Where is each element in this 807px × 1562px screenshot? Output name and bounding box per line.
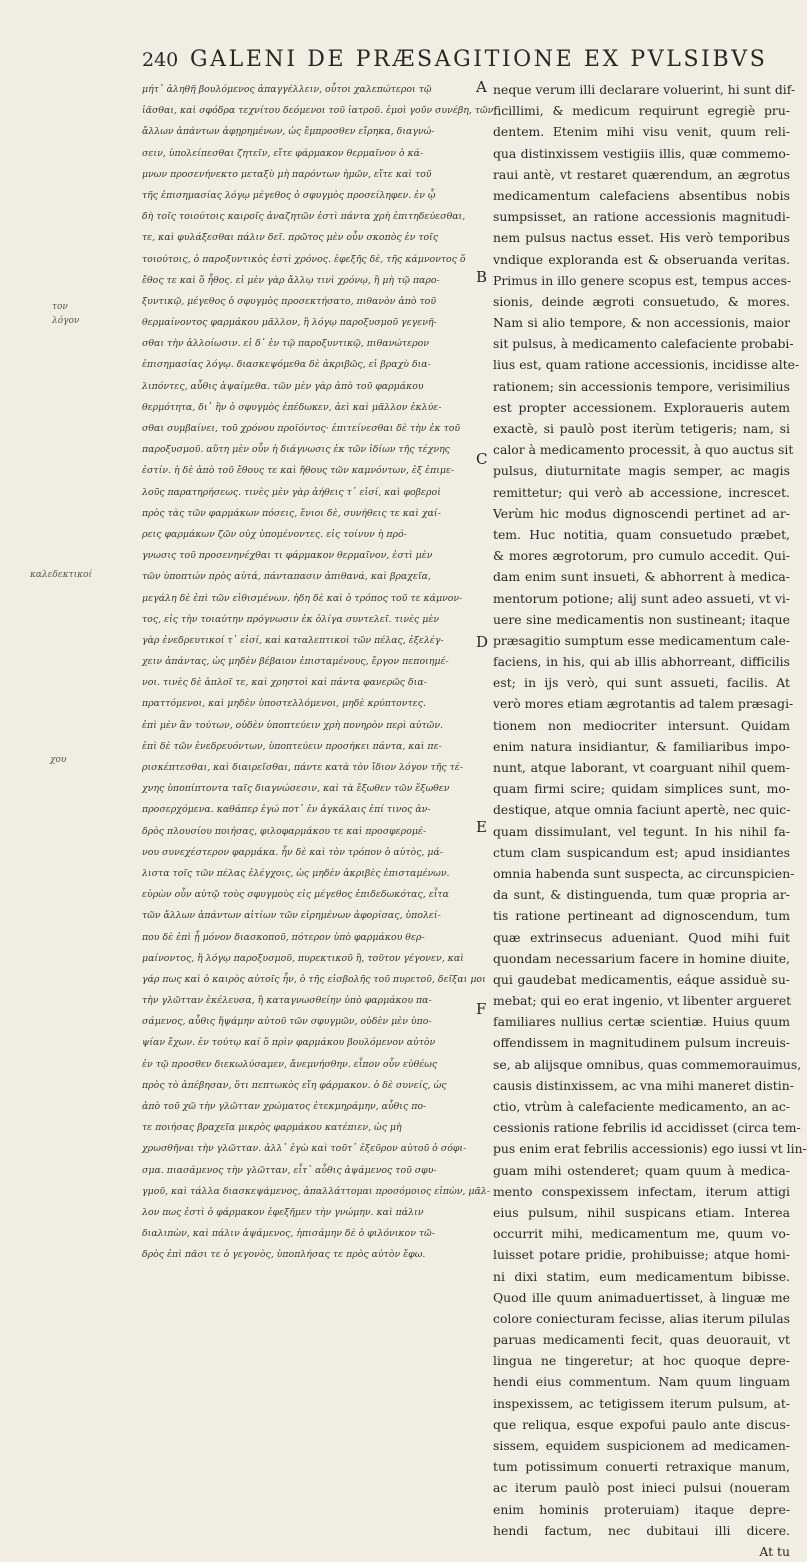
greek-text-line: μεγάλη δὲ ἐπὶ τῶν εἰθισμένων. ἠδη δὲ καὶ ὁ τρόπος τοῦ τε κάμνον- [142,592,463,604]
latin-text-line: ac iterum paulò post inieci pulsui (noueram [493,1480,790,1496]
section-marker-e: E [476,818,487,836]
latin-text-line: est propter accessionem. Exploraueris autem [493,399,790,415]
greek-text-line: νου συνεχέστερον φαρμάκα. ἦν δὲ καὶ τὸν τρόπον ὁ αὐτὸς, μά- [142,846,443,858]
latin-text-line: Nam si alio tempore, & non accessionis, maior [493,315,790,331]
greek-text-column [142,79,494,1261]
latin-text-line: tum potissimum conuerti retraxique manum, [493,1459,790,1475]
latin-text-line: præsagitio sumptum esse medicamentum cale- [493,632,790,648]
section-marker-f: F [476,1000,487,1018]
greek-text-line: ἐπισημασίας λόγῳ. διασκεψόμεθα δὲ ἀκριβῶς, εἰ βραχὺ δια- [142,359,431,371]
latin-text-line: familiares nullius certæ scientiæ. Huius quum [493,1014,790,1030]
latin-text-line: rationem; sin accessionis tempore, verisimilius [493,378,790,394]
latin-text-line: verò mores etiam ægrotantis ad talem præsagi- [493,696,794,712]
latin-text-line: destique, atque omnia faciunt apertè, nec quic- [493,802,791,818]
greek-text-line: ἐπὶ δὲ τῶν ἐνεδρευόντων, ὑποπτεύειν προσήκει πάντα, καὶ πε- [142,740,442,752]
greek-text-line: πρὸς τὰς τῶν φαρμάκων πόσεις, ἔνιοι δὲ, συνήθεις τε καὶ χαί- [142,507,441,519]
latin-text-line: quam firmi scire; quidam simplices sunt, mo- [493,781,790,797]
latin-text-line: inspexissem, ac tetigissem iterum pulsum, at- [493,1395,790,1411]
latin-text-line: pulsus, diuturnitate magis semper, ac magis [493,463,790,479]
latin-text-line: paruas medicamenti fecit, quas deuorauit, vt [493,1332,790,1348]
latin-text-line: guam mihi ostenderet; quam quum à medica- [493,1162,790,1178]
latin-text-line: dentem. Etenim mihi visu venit, quum reli- [493,124,790,140]
latin-text-line: sumpsisset, an ratione accessionis magnitudi- [493,209,790,225]
latin-text-line: quam dissimulant, vel tegunt. In his nihil fa- [493,823,790,839]
greek-text-line: γμοῦ, καὶ τάλλα διασκεψάμενος, ἀπαλλάττομαι προσόμοιος εἰπὼν, μᾶλ- [142,1185,490,1197]
latin-text-line: tem. Huc notitia, quam consuetudo præbet, [493,526,790,542]
latin-text-line: Primus in illo genere scopus est, tempus acces- [493,272,792,288]
latin-text-line: remittetur; qui verò ab accessione, increscet. [493,484,790,500]
latin-text-line: est; in ijs verò, qui sunt assueti, facilis. At [493,675,790,691]
greek-text-line: ἄλλων ἁπάντων ἀφῃρημένων, ὡς ἔμπροσθεν εἴρηκα, διαγνώ- [142,126,435,138]
greek-text-line: δρὸς πλουσίου ποιήσας, φιλοφαρμάκου τε καὶ προσφερομέ- [142,825,427,837]
latin-text-line: Quod ille quum animaduertisset, à linguæ me [493,1289,790,1305]
greek-text-line: δρὸς ἐπὶ πᾶσι τε ὁ γεγονὸς, ὑποπλήσας τε πρὸς αὐτὸν ἔφω. [142,1249,426,1261]
latin-text-line: tionem non mediocriter intersunt. Quidam [493,717,790,733]
latin-text-line: qui gaudebat medicamentis, eáque assiduè su- [493,971,790,987]
page-header [142,47,782,75]
page-number: 240 [142,49,179,71]
latin-text-line: mentorum potione; alij sunt adeo assueti, vt vi- [493,590,790,606]
greek-text-line: τος, εἰς τὴν τοιαύτην πρόγνωσιν ἐκ ὀλίγα συντελεῖ. τινὲς μὲν [142,613,440,625]
greek-text-line: χνης ὑποπίπτοντα ταῖς διαγνώσεσιν, καὶ τὰ ἔξωθεν τῶν ἔξωθεν [142,783,450,795]
latin-text-line: qua distinxissem vestigiis illis, quæ commemo- [493,145,790,161]
margin-note-2: καλεδεκτικοί [30,570,93,580]
latin-text-line: quæ extrinsecus adueniant. Quod mihi fuit [493,929,790,945]
latin-text-line: offendissem in magnitudinem pulsum increuis- [493,1035,790,1051]
greek-text-line: νοι. τινὲς δὲ ἁπλοῖ τε, καὶ χρηστοὶ καὶ πάντα φανερῶς δια- [142,677,427,689]
greek-text-line: λιπόντες, αὖθις ἁψαίμεθα. τῶν μὲν γὰρ ἀπὸ τοῦ φαρμάκου [142,380,424,392]
greek-text-line: πραττόμενοι, καὶ μηδὲν ὑποστελλόμενοι, μηδὲ κρύπτοντες. [142,698,426,710]
greek-text-line: σμα. πιασάμενος τὴν γλῶτταν, εἶτ᾽ αὖθις ἁψάμενος τοῦ σφυ- [142,1164,437,1176]
latin-text-line: sissem, equidem suspicionem ad medicamen- [493,1438,790,1453]
greek-text-line: διαλιπὼν, καὶ πάλιν ἁψάμενος, ἠπισάμην δὲ ὁ φιλόνικον τῶ- [142,1228,435,1240]
latin-text-line: sit pulsus, à medicamento calefaciente probabi- [493,336,794,352]
latin-text-line: dam enim sunt insueti, & abhorrent à medica- [493,569,790,585]
greek-text-line: σειν, ὑπολείπεσθαι ζητεῖν, εἴτε φάρμακον θερμαῖνον ὁ κά- [142,147,424,159]
greek-text-line: σθαι τὴν ἀλλοίωσιν. εἰ δ᾽ ἐν τῷ παροξυντικῷ, πιθανώτερον [142,338,429,350]
greek-text-line: θερμότητα, δι᾽ ἣν ὁ σφυγμὸς ἐπέδωκεν, ἀεὶ καὶ μᾶλλον ἐκλύε- [142,401,442,413]
latin-text-line: Verùm hic modus dignoscendi pertinet ad ar- [493,505,790,521]
greek-text-line: ἐστίν. ἡ δὲ ἀπὸ τοῦ ἔθους τε καὶ ἤθους τῶν καμνόντων, ἐξ ἐπιμε- [142,465,455,477]
greek-text-line: ρεις φαρμάκων ζῶν οὐχ ὑπομένοντες. εἰς τοίνυν ἡ πρό- [142,528,407,540]
section-marker-c: C [476,450,488,468]
greek-text-line: θερμαίνοντος φαρμάκου μᾶλλον, ἢ λόγῳ παροξυσμοῦ γεγενῆ- [142,317,437,329]
latin-text-line: hendi eius commentum. Nam quum linguam [493,1374,790,1390]
greek-text-line: ἐν τῷ προσθεν διεκωλύσαμεν, ἄνεμνήσθην. εἶπον οὖν εὐθέως [142,1058,438,1070]
latin-text-line: & mores ægrotorum, pro cumulo accedit. Qui- [493,548,790,564]
greek-text-line: που δὲ ἐπὶ ᾗ μόνον διασκοποῦ, πότερον ὑπὸ φαρμάκου θερ- [142,931,425,943]
greek-text-line: γάρ πως καὶ ὁ καιρὸς αὐτοῖς ἦν, ὁ τῆς εἰσβολῆς τοῦ πυρετοῦ, δεῖξαι μοι [142,973,486,985]
running-head: GALENI DE PRÆSAGITIONE EX PVLSIBVS [190,47,768,72]
section-markers [476,0,492,1223]
greek-text-line: ξυντικῷ, μέγεθος ὁ σφυγμὸς προσεκτήσατο, πιθανὸν ἀπὸ τοῦ [142,295,437,307]
margin-note-1: τον λόγον [52,302,80,326]
latin-text-line: occurrit mihi, medicamentum me, quum vo- [493,1226,790,1242]
latin-text-line: quondam necessarium facere in homine diuite, [493,950,790,966]
latin-text-line: uere sine medicamentis non sustineant; itaque [493,611,790,627]
greek-text-line: πρὸς τὸ ἀπέβησαν, ὅτι πεπτωκὸς εἴη φάρμακον. ὁ δὲ συνείς, ὡς [142,1079,447,1091]
greek-text-line: τε ποιήσας βραχεῖα μικρὸς φαρμάκου κατέπιεν, ὡς μὴ [142,1122,402,1134]
latin-text-line: se, ab alijsque omnibus, quas commemorauimus, [493,1056,802,1072]
greek-text-line: τε, καὶ φυλάξεσθαι πάλιν δεῖ. πρῶτος μὲν οὖν σκοπὸς ἐν τοῖς [142,232,439,244]
greek-text-line: εὑρὼν οὖν αὐτῷ τοὺς σφυγμοὺς εἰς μέγεθος ἐπιδεδωκότας, εἶτα [142,889,449,901]
latin-text-line: vndique exploranda est & obseruanda veritas. [493,251,790,267]
latin-text-line: neque verum illi declarare voluerint, hi sunt dif- [493,82,796,97]
latin-text-line: omnia habenda sunt suspecta, ac circunspicien- [493,865,795,881]
greek-text-line: τοιούτοις, ὁ παροξυντικὸς ἐστὶ χρόνος. ἐφεξῆς δὲ, τῆς κάμνοντος ὅ [142,253,466,265]
greek-text-line: ἐπὶ μὲν ἂν τούτων, οὐδὲν ὑποπτεύειν χρὴ πονηρὸν περὶ αὐτῶν. [142,719,443,731]
greek-text-line: γνωσις τοῦ προσενηνέχθαι τι φάρμακον θερμαῖνον, ἐστὶ μὲν [142,550,433,562]
greek-text-line: τῶν ἄλλων ἁπάντων αἰτίων τῶν εἰρημένων ἀφορίσας, ὑπολεί- [142,910,441,922]
latin-text-line: nunt, atque laborant, vt coarguant nihil quem- [493,760,790,775]
margin-note-3: χου [50,755,67,765]
latin-text-line: pus enim erat febrilis accessionis) ego iussi vt lin- [493,1141,807,1157]
greek-text-line: ψίαν ἔχων. ἐν τούτῳ καί ὅ πρὶν φαρμάκου βουλόμενον αὐτὸν [142,1037,436,1049]
greek-text-line: ἀπὸ τοῦ χῶ τὴν γλῶτταν χρώματος ἐτεκμηράμην, αὖθις πο- [142,1101,427,1112]
greek-text-line: δὴ τοῖς τοιούτοις καιροῖς ἀναζητῶν ἐστὶ πάντα χρὴ ἐπιτηδεύεσθαι, [142,211,466,223]
latin-text-line: enim natura insidiantur, & familiaribus impo- [493,738,790,754]
greek-text-line: ρισκέπτεσθαι, καὶ διαιρεῖσθαι, πάντε κατὰ τὸν ἴδιον λόγον τῆς τέ- [142,762,463,773]
latin-text-line: da sunt, & distinguenda, tum quæ propria ar- [493,887,790,903]
greek-text-line: λοῦς παρατηρήσεως. τινὲς μὲν γὰρ ἀήθεις τ᾽ εἰσί, καὶ φοβεροὶ [142,486,441,498]
latin-text-line: calor à medicamento processit, à quo auctus sit [493,442,794,458]
greek-text-line: μαίνοντος, ἢ λόγῳ παροξυσμοῦ, πυρεκτικοῦ ἢ, τοῦτον γέγονεν, καὶ [142,952,464,964]
latin-text-line: ctio, vtrùm à calefaciente medicamento, an ac- [493,1099,790,1114]
latin-text-line: tis ratione pertineant ad dignoscendum, tum [493,908,790,924]
greek-text-line: γὰρ ἐνεδρευτικοί τ᾽ εἰσί, καὶ καταλεπτικοὶ τῶν πέλας, ἐξελέγ- [142,634,444,646]
latin-text-line: ni dixi statim, eum medicamentum bibisse. [493,1268,790,1284]
latin-text-line: nem pulsus nactus esset. His verò temporibus [493,230,790,246]
greek-text-line: χρωσθῆναι τὴν γλῶτταν. ἀλλ᾽ ἐγὼ καὶ τοῦτ᾽ ἐξεῦρον αὐτοῦ ὁ σόφι- [142,1143,467,1155]
latin-text-line: eius pulsum, nihil suspicans etiam. Interea [493,1204,790,1220]
greek-text-line: ἔθος τε καὶ ὅ ἦθος. εἰ μὲν γὰρ ἄλλῳ τινὶ χρόνῳ, ἢ μὴ τῷ παρο- [142,274,440,286]
latin-text-line: ctum clam suspicandum est; apud insidiantes [493,844,790,860]
greek-text-line: παροξυσμοῦ. αὕτη μὲν οὖν ἡ διάγνωσις ἐκ τῶν ἰδίων τῆς τέχνης [142,444,450,456]
greek-text-line: τῆς ἐπισημασίας λόγῳ μέγεθος ὁ σφυγμὸς προσείληφεν. ἐν ᾧ [142,189,436,201]
latin-text-line: enim hominis proteruiam) itaque depre- [493,1501,790,1517]
greek-text-line: λιστα τοῖς τῶν πέλας ἐλέγχοις, ὡς μηδὲν ἀκριβὲς ἐπισταμένων. [142,867,450,879]
latin-text-line: que reliqua, esque expofui paulo ante discus- [493,1416,790,1432]
latin-text-column [493,79,807,1559]
greek-text-line: χειν ἀπάντας, ὡς μηδὲν βέβαιον ἐπισταμένους, ἔργον πεποιημέ- [142,656,449,668]
latin-text-line: exactè, si paulò post iterùm tetigeris; nam, si [493,421,790,436]
greek-text-line: ἰᾶσθαι, καὶ σφόδρα τεχνίτου δεόμενοι τοῦ ἰατροῦ. ἐμοὶ γοῦν συνέβη, τῶν [142,105,494,117]
latin-text-line: colore coniecturam fecisse, alias iterum pilulas [493,1310,790,1326]
latin-text-line: raui antè, vt restaret quærendum, an ægrotus [493,166,790,182]
latin-text-line: cessionis ratione febrilis id accidisset (circa tem- [493,1120,801,1136]
section-marker-a: A [476,78,487,96]
greek-text-line: μήτ᾽ ἀληθῆ βουλόμενος ἀπαγγέλλειν, οὗτοι χαλεπώτεροι τῷ [142,84,432,95]
latin-text-line: At tu [759,1543,790,1559]
greek-text-line: σάμενος, αὖθις ἥψάμην αὐτοῦ τῶν σφυγμῶν, οὐδὲν μὲν ὑπο- [142,1016,432,1028]
latin-text-line: faciens, in his, qui ab illis abhorreant, difficilis [493,654,790,670]
greek-text-line: μνων προσενήνεκτο μεταξὺ μὴ παρόντων ἡμῶν, εἴτε καὶ τοῦ [142,168,432,180]
latin-text-line: medicamentum calefaciens absentibus nobis [493,187,790,203]
greek-text-line: λον πως ἐστὶ ὁ φάρμακον ἐφεξῆμεν τὴν γνώμην. καὶ πάλιν [142,1206,424,1218]
section-marker-d: D [476,633,489,651]
greek-text-line: σθαι συμβαίνει, τοῦ χρόνου προϊόντος· ἐπιτείνεσθαι δὲ τὴν ἐκ τοῦ [142,423,461,434]
greek-text-line: τῶν ὑποπτών πρὸς αὐτά, πάνταπασιν ἀπιθανά, καὶ βραχεῖα, [142,571,431,583]
latin-text-line: lius est, quam ratione accessionis, incidisse alte- [493,357,800,373]
latin-text-line: lingua ne tingeretur; at hoc quoque depre- [493,1353,790,1369]
latin-text-line: hendi factum, nec dubitaui illi dicere. [493,1522,790,1538]
latin-text-line: luisset potare pridie, prohibuisse; atque homi- [493,1247,790,1263]
greek-text-line: προσερχόμενα. καθάπερ ἐγώ ποτ᾽ ἐν ἀγκάλαις ἐπί τινος ἀν- [142,804,431,816]
latin-text-line: ficillimi, & medicum requirunt egregiè pru- [493,103,790,119]
latin-text-line: causis distinxissem, ac vna mihi maneret distin- [493,1077,794,1093]
latin-text-line: mento conspexissem infectam, iterum attigi [493,1183,790,1199]
latin-text-line: mebat; qui eo erat ingenio, vt libenter argueret [493,993,792,1009]
greek-text-line: τὴν γλῶτταν ἐκέλευσα, ἢ καταγνωσθείην ὑπὸ φαρμάκου πα- [142,995,432,1007]
section-marker-b: B [476,268,488,286]
latin-text-line: sionis, deinde ægroti consuetudo, & mores. [493,293,790,309]
